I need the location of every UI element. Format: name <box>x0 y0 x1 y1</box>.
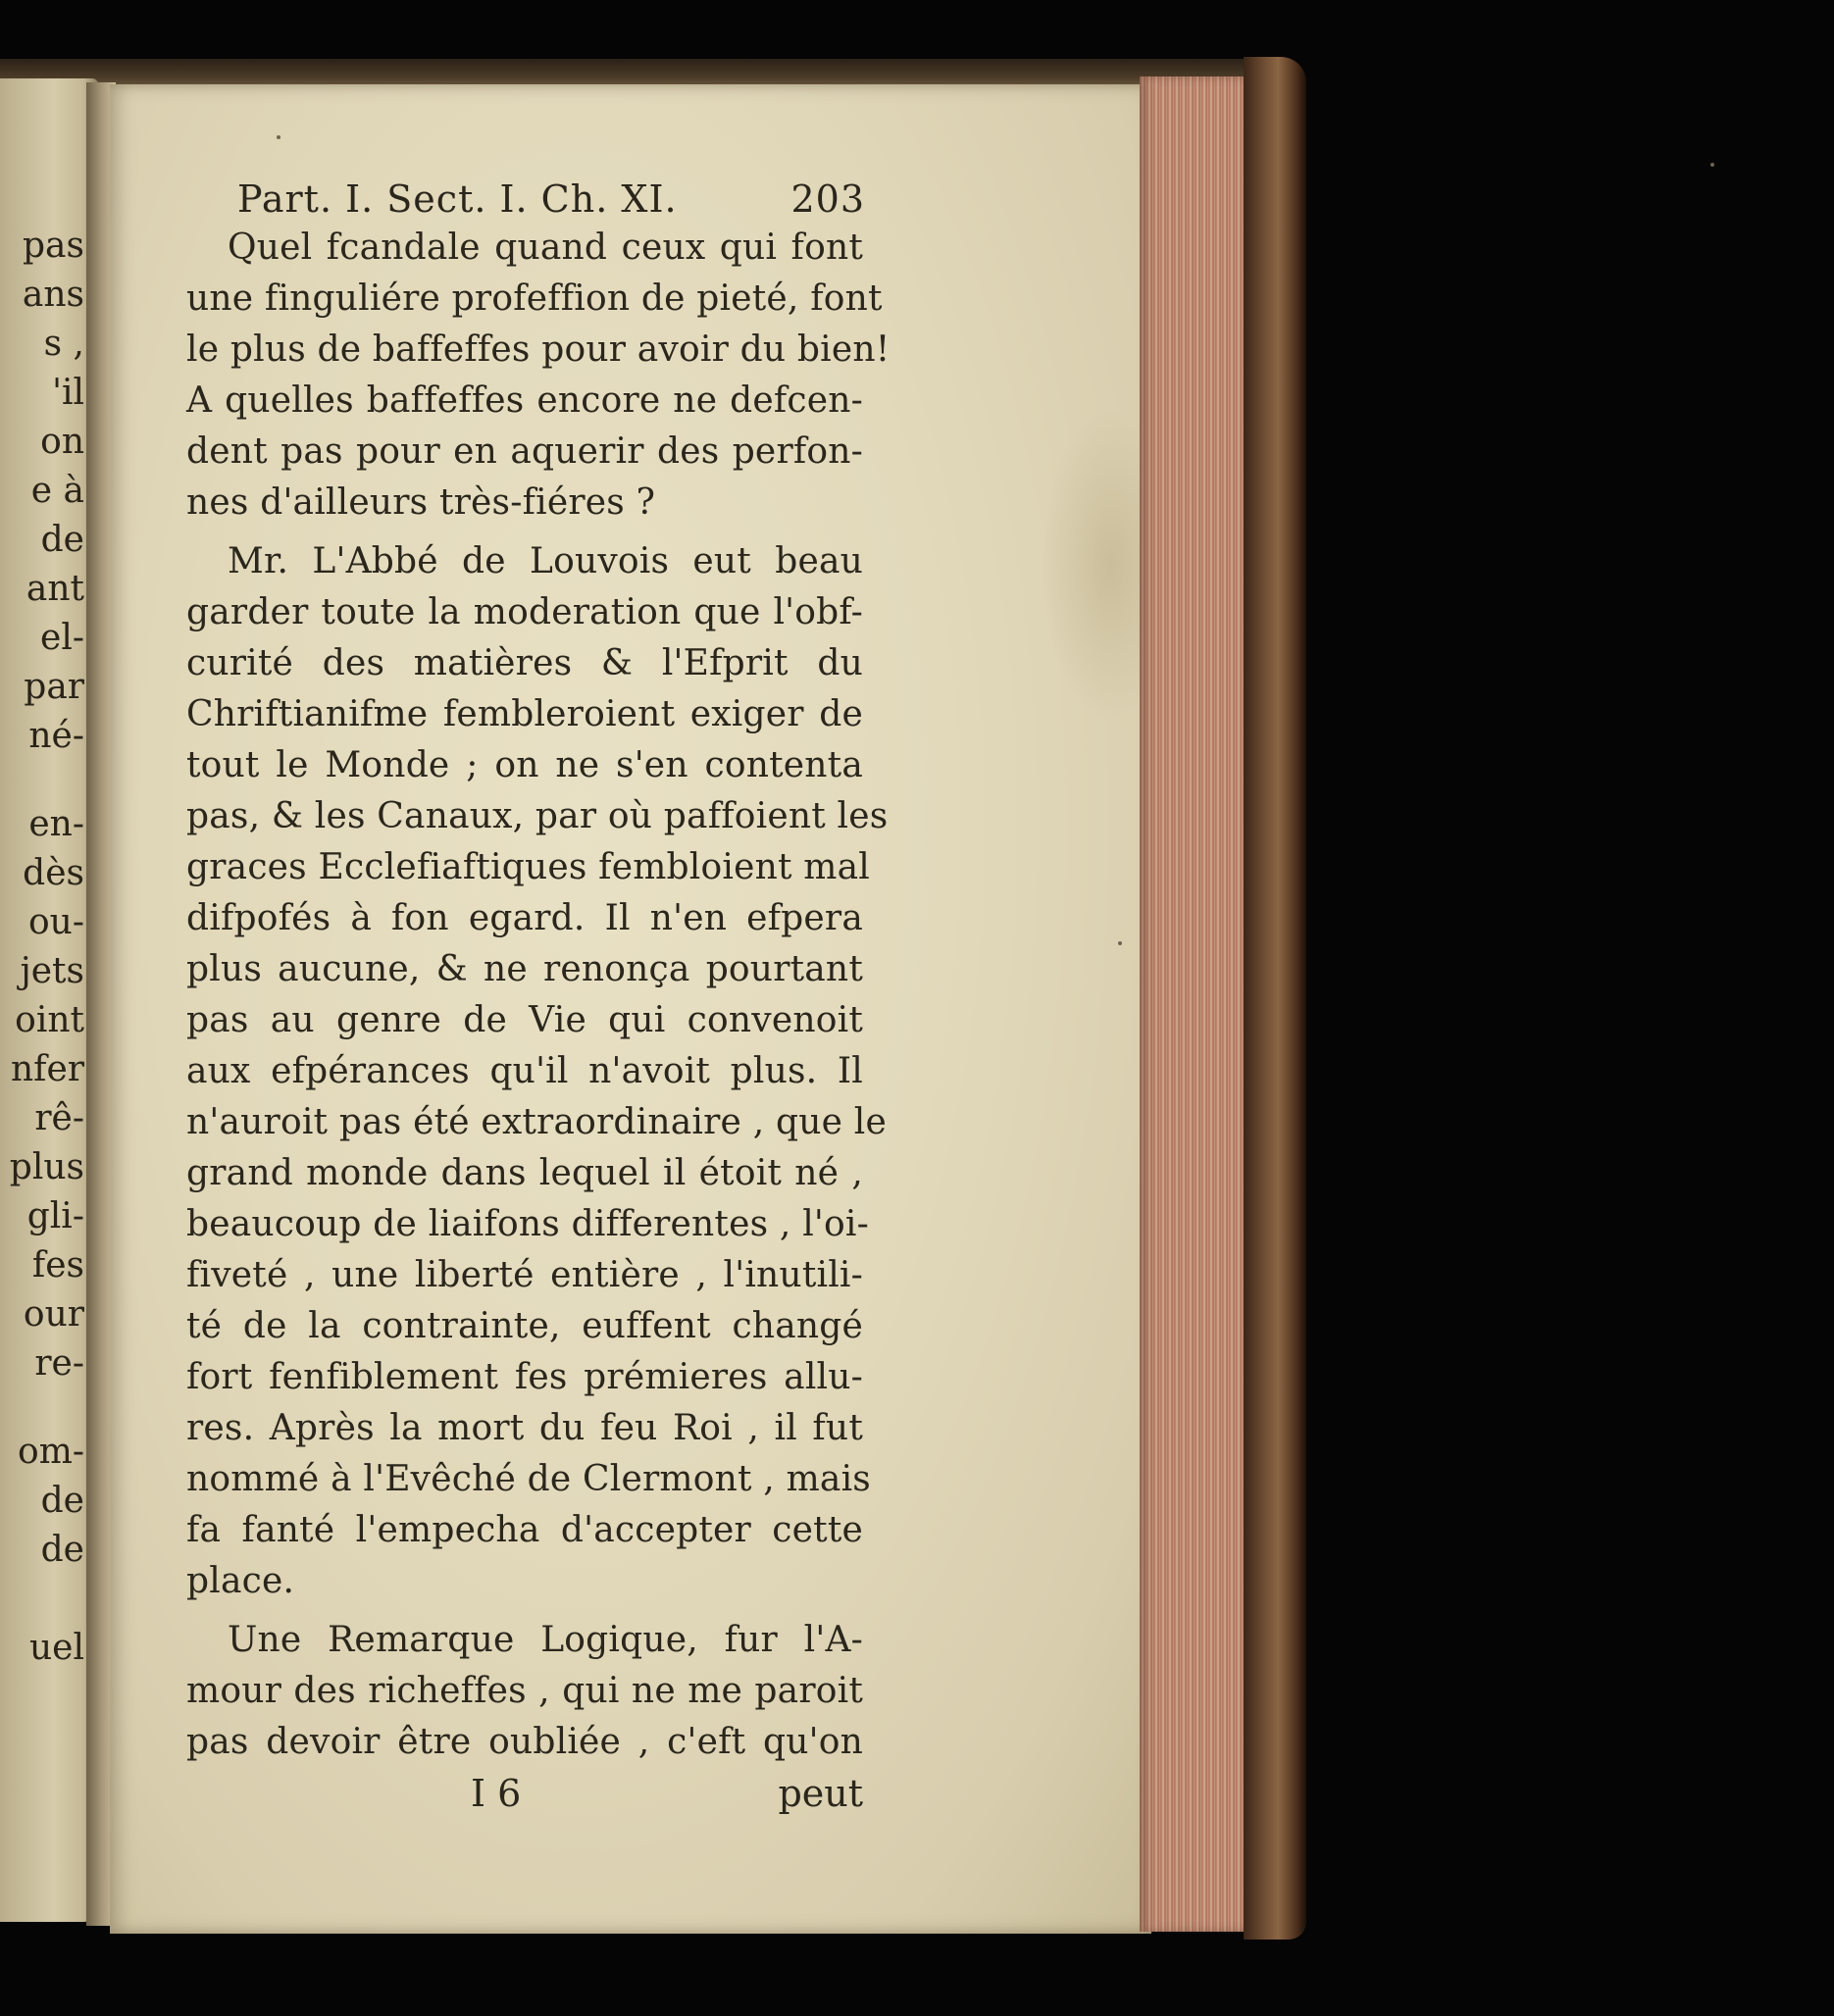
text-line: té de la contrainte, euffent changé <box>186 1306 863 1346</box>
text-line: place. <box>186 1561 295 1601</box>
page-number: 203 <box>790 177 865 221</box>
left-fragment: our <box>23 1294 84 1335</box>
text-line: nommé à l'Evêché de Clermont , mais <box>186 1459 871 1499</box>
left-fragment: ant <box>25 569 84 609</box>
text-line: plus aucune, & ne renonça pourtant <box>186 949 863 989</box>
left-fragment: nfer <box>10 1049 84 1089</box>
text-line: pas, & les Canaux, par où paffoient les <box>186 796 889 836</box>
text-line: Quel fcandale quand ceux qui font <box>228 227 863 268</box>
catchword: peut <box>778 1772 863 1815</box>
left-fragment: s , <box>43 324 84 364</box>
text-line: dent pas pour en aquerir des perfon- <box>186 431 863 472</box>
text-line: pas devoir être oubliée , c'eft qu'on <box>186 1722 863 1762</box>
left-fragment: 'il <box>52 373 84 413</box>
text-line: garder toute la moderation que l'obf- <box>186 592 863 632</box>
left-fragment: gli- <box>26 1196 84 1236</box>
page-footer <box>186 1769 863 1818</box>
text-line: Chriftianifme fembleroient exiger de <box>186 694 863 734</box>
left-fragment: fes <box>31 1245 84 1285</box>
text-line: fort fenfiblement fes prémieres allu- <box>186 1357 863 1397</box>
left-fragment: oint <box>15 1000 84 1040</box>
text-line: une finguliére profeffion de pieté, font <box>186 278 883 319</box>
text-line: graces Ecclefiaftiques fembloient mal <box>186 847 871 887</box>
text-line: beaucoup de liaifons differentes , l'oi- <box>186 1204 869 1244</box>
left-fragment: de <box>40 520 84 560</box>
text-line: tout le Monde ; on ne s'en contenta <box>186 745 863 785</box>
text-line: le plus de baffeffes pour avoir du bien! <box>186 329 891 370</box>
text-line: res. Après la mort du feu Roi , il fut <box>186 1408 863 1448</box>
leather-cover <box>1244 57 1306 1940</box>
text-line: curité des matières & l'Efprit du <box>186 643 863 683</box>
left-page-fragment <box>0 78 98 1922</box>
left-fragment: e à <box>30 471 84 511</box>
text-line: n'auroit pas été extraordinaire , que le <box>186 1102 887 1142</box>
left-fragment: de <box>40 1481 84 1521</box>
left-fragment: el- <box>40 618 84 658</box>
left-fragment: re- <box>34 1343 84 1384</box>
text-line: fa fanté l'empecha d'accepter cette <box>186 1510 863 1550</box>
text-line: grand monde dans lequel il étoit né , <box>186 1153 863 1193</box>
left-fragment: en- <box>28 804 84 844</box>
ink-speck <box>277 135 280 139</box>
signature-mark: I 6 <box>471 1772 522 1815</box>
left-fragment: plus <box>9 1147 84 1187</box>
left-fragment: dès <box>23 853 84 893</box>
left-fragment: on <box>40 422 84 462</box>
text-line: fiveté , une liberté entière , l'inutili- <box>186 1255 863 1295</box>
left-fragment: ans <box>22 275 84 315</box>
text-line: Une Remarque Logique, fur l'A- <box>228 1620 863 1660</box>
text-line: A quelles baffeffes encore ne defcen- <box>186 380 863 421</box>
left-fragment: rê- <box>34 1098 84 1138</box>
text-line: pas au genre de Vie qui convenoit <box>186 1000 863 1040</box>
left-fragment: né- <box>28 716 84 756</box>
left-fragment: pas <box>23 226 84 266</box>
dust-speck <box>1118 941 1122 945</box>
left-fragment: jets <box>20 951 84 991</box>
left-fragment: om- <box>18 1432 84 1472</box>
left-fragment: uel <box>28 1628 84 1668</box>
text-line: nes d'ailleurs très-fiéres ? <box>186 482 656 523</box>
text-line: aux efpérances qu'il n'avoit plus. Il <box>186 1051 863 1091</box>
dust-speck <box>1710 163 1714 167</box>
text-line: mour des richeffes , qui ne me paroit <box>186 1671 863 1711</box>
running-head-title: Part. I. Sect. I. Ch. XI. <box>237 177 678 221</box>
left-fragment: ou- <box>27 902 84 942</box>
left-fragment: par <box>24 667 84 707</box>
text-line: difpofés à fon egard. Il n'en efpera <box>186 898 863 938</box>
left-fragment: de <box>40 1530 84 1570</box>
text-line: Mr. L'Abbé de Louvois eut beau <box>228 541 863 581</box>
page-block-edges <box>1140 76 1257 1932</box>
running-head <box>237 175 865 224</box>
